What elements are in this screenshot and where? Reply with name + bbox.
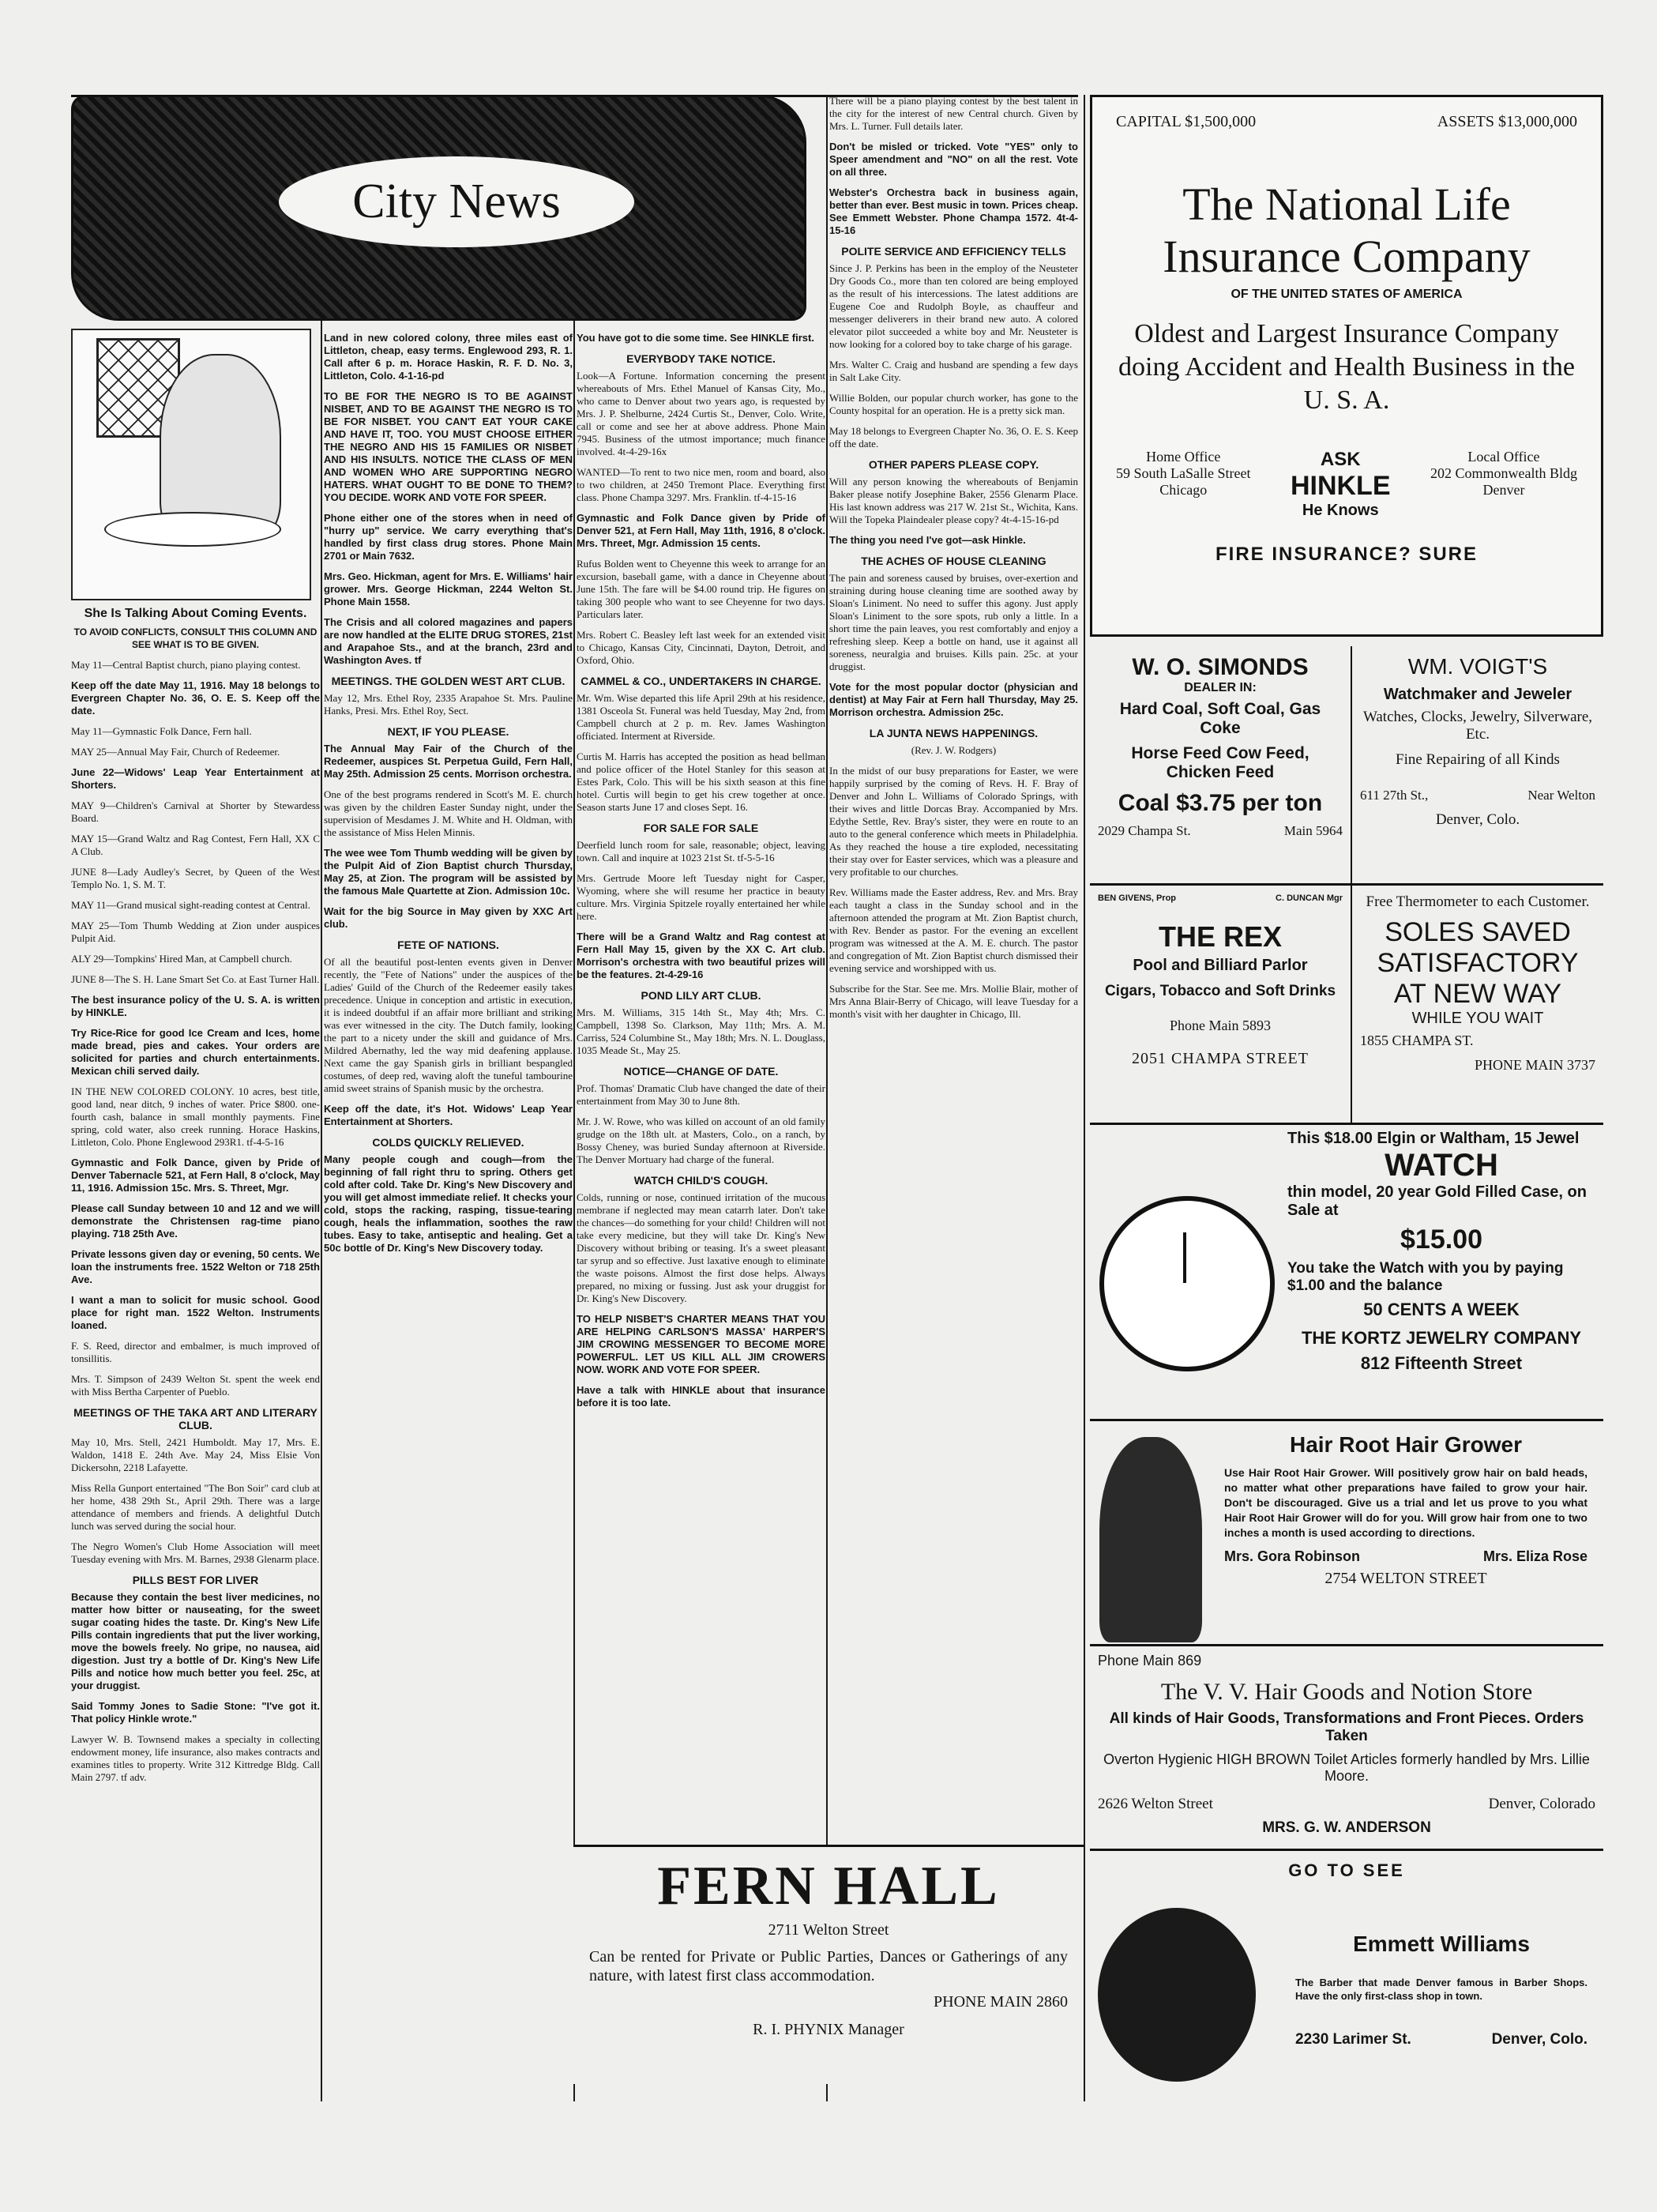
article-paragraph: Rev. Williams made the Easter address, Rev. and Mrs. Bray each taught a class in the Sunday school and in the afternoon attended the program at Mt. Zion Baptist church, with Rev. Bender as pastor. For the evening an excellent program was witnessed at the A. M. E. church. The pastor and congregation of Mt. Zion Baptist church dismissed their evening service and worshipped with us.: [829, 886, 1078, 974]
article-paragraph: The wee wee Tom Thumb wedding will be given by the Pulpit Aid of Zion Baptist church Thursday, May 25, at Zion. The program will be assisted by the famous Male Quartette at Zion. Admission 10c.: [324, 847, 573, 897]
article-paragraph: Mrs. Walter C. Craig and husband are spending a few days in Salt Lake City.: [829, 359, 1078, 383]
article-paragraph: Gymnastic and Folk Dance, given by Pride of Denver Tabernacle 521, at Fern Hall, 8 o'clock, May 11, 1916. Admission 15c. Mrs. S. Threet, Mgr.: [71, 1157, 320, 1194]
article-paragraph: Webster's Orchestra back in business again, better than ever. Best music in town. Prices cheap. See Emmett Webster. Phone Champa 1572. 4t-4-15-16: [829, 186, 1078, 236]
hair-root-ad: [1090, 1421, 1603, 1646]
column-rule: [826, 95, 828, 2101]
coal-price: Coal $3.75 per ton: [1118, 790, 1323, 816]
article-paragraph: Mrs. T. Simpson of 2439 Welton St. spent the week end with Miss Bertha Carpenter of Pueblo.: [71, 1373, 320, 1398]
section-heading: NOTICE—CHANGE OF DATE.: [623, 1065, 779, 1078]
watch-line1: thin model, 20 year Gold Filled Case, on Sale at: [1287, 1183, 1587, 1219]
rex-phone: Phone Main 5893: [1170, 1018, 1271, 1033]
simonds-address: 2029 Champa St.: [1098, 823, 1191, 838]
voigt-line3: Fine Repairing of all Kinds: [1396, 751, 1560, 768]
article-paragraph: Mr. J. W. Rowe, who was killed on account of an old family grudge on the 18th ult. at Masters, Colo., on a ranch, by Bossy Cheney, was buried Sunday afternoon at Riverside. The Denver Mortuary had charge of the funeral.: [577, 1115, 825, 1165]
article-paragraph: Private lessons given day or evening, 50 cents. We loan the instruments free. 1522 Welton or 718 25th Ave.: [71, 1248, 320, 1285]
article-paragraph: Will any person knowing the whereabouts of Benjamin Baker please notify Josephine Baker, 2556 Glenarm Place. His last known address was 217 W. 21st St., Wichita, Kans. Will the Topeka Plaindealer please copy? 4t-4-15-16-pd: [829, 476, 1078, 525]
section-heading: MEETINGS. THE GOLDEN WEST ART CLUB.: [331, 675, 565, 687]
emmett-williams-ad: [1090, 1860, 1603, 2090]
article-paragraph: The pain and soreness caused by bruises, over-exertion and straining during house cleaning time are soothed away by Sloan's Liniment. No need to suffer this agony. Just apply Sloan's Liniment to the sore spots, rub only a little. In a short time the pain leaves, you rest comfortably and enjoy a refreshing sleep. Keep a bottle on hand, use it against all soreness, neuralgia and bruises. Kills pain. 25c. at your druggist.: [829, 572, 1078, 672]
watch-line2: You take the Watch with you by paying $1.00 and the balance: [1287, 1260, 1564, 1294]
table-drawing: [104, 512, 281, 547]
article-paragraph: There will be a piano playing contest by the best talent in the city for the interest of new Central church. Given by Mrs. L. Turner. Full details later.: [829, 95, 1078, 132]
event-item: MAY 9—Children's Carnival at Shorter by Stewardess Board.: [71, 799, 320, 824]
rex-line1: Pool and Billiard Parlor: [1133, 957, 1308, 974]
article-paragraph: There will be a Grand Waltz and Rag contest at Fern Hall May 15, given by the XX C. Art club. Morrison's orchestra with two beautiful prizes will be the features. 2t-4-29-16: [577, 931, 825, 980]
assets-text: ASSETS $13,000,000: [1437, 113, 1577, 130]
watch-text: [1287, 1130, 1595, 1374]
events-notice: TO AVOID CONFLICTS, CONSULT THIS COLUMN AND SEE WHAT IS TO BE GIVEN.: [73, 626, 317, 650]
article-paragraph: Mrs. Gertrude Moore left Tuesday night for Casper, Wyoming, where she will resume her practice in beauty culture. Mrs. Virginia Spitzele royally entertained her while here.: [577, 872, 825, 922]
event-item: JUNE 8—Lady Audley's Secret, by Queen of the West Templo No. 1, S. M. T.: [71, 866, 320, 890]
rex-line2: Cigars, Tobacco and Soft Drinks: [1104, 983, 1336, 999]
fern-hall-title: FERN HALL: [657, 1856, 1000, 1917]
vv-owner: MRS. G. W. ANDERSON: [1262, 1819, 1431, 1836]
article-paragraph: In the midst of our busy preparations for Easter, we were happily surprised by the coming of Revs. H. F. Bray of Denver and John L. Williams of Colorado Springs, with their wives and little Dorcas Bray. Accompanied by Mrs. Edythe Settle, Rev. Bray's sister, they were en route to an auto to the general conference which meets in Philadelphia. As they reached the house a tire exploded, necessitating their stay over for Easter services, which was a pleasure and very profitable to our churches.: [829, 765, 1078, 878]
section-heading: THE ACHES OF HOUSE CLEANING: [861, 555, 1046, 567]
illustration-caption: She Is Talking About Coming Events.: [84, 607, 307, 620]
watch-line0: This $18.00 Elgin or Waltham, 15 Jewel: [1287, 1130, 1580, 1147]
simonds-contact: [1098, 823, 1343, 839]
section-heading: CAMMEL & CO., UNDERTAKERS IN CHARGE.: [581, 675, 821, 687]
section-heading: EVERYBODY TAKE NOTICE.: [626, 352, 776, 365]
event-item: MAY 25—Annual May Fair, Church of Redeemer.: [71, 746, 280, 758]
section-heading: FOR SALE FOR SALE: [643, 822, 759, 834]
section-heading: COLDS QUICKLY RELIEVED.: [372, 1136, 524, 1149]
woman-telephone-illustration: [71, 329, 311, 600]
article-paragraph: Of all the beautiful post-lenten events given in Denver recently, the "Fete of Nations" under the auspices of the Ladies' Guild of the Church of the Redeemer easily takes precedence. Unique in conception and artistic in execution, it is indeed doubtful if an affair more brilliant and striking was ever witnessed in the city. The Dutch family, looking the part to a nicety under the skill and guidance of Mrs. Mildred Abernathy, led the way mid deafening applause. Next came the gay Spanish girls in brilliant bespangled costumes, of deep red, waving aloft the tuneful tambourine amid sweet strains of Spanish music by the orchestra.: [324, 956, 573, 1094]
capital-assets-row: [1116, 113, 1577, 131]
event-item: May 11—Central Baptist church, piano playing contest.: [71, 659, 301, 671]
vv-line1: All kinds of Hair Goods, Transformations and Front Pieces. Orders Taken: [1109, 1710, 1584, 1744]
article-paragraph: Mrs. Geo. Hickman, agent for Mrs. E. Williams' hair grower. Mrs. George Hickman, 2244 Welton St. Phone Main 1558.: [324, 570, 573, 608]
article-paragraph: Wait for the big Source in May given by XXC Art club.: [324, 905, 573, 930]
soles-line2: SATISFACTORY: [1377, 948, 1579, 978]
home-office-address: 59 South LaSalle Street: [1116, 465, 1251, 481]
section-heading: OTHER PAPERS PLEASE COPY.: [868, 458, 1039, 471]
article-paragraph: Willie Bolden, our popular church worker, has gone to the County hospital for an operation. He is a pretty sick man.: [829, 392, 1078, 416]
hair-root-title: Hair Root Hair Grower: [1289, 1432, 1523, 1457]
event-item: June 22—Widows' Leap Year Entertainment at Shorters.: [71, 766, 320, 791]
ads-column: [1090, 95, 1603, 2101]
simonds-line2: Horse Feed Cow Feed, Chicken Feed: [1131, 744, 1309, 781]
section-heading: FETE OF NATIONS.: [397, 939, 499, 951]
voigt-line2: Watches, Clocks, Jewelry, Silverware, Etc.: [1362, 709, 1593, 743]
article-paragraph: Look—A Fortune. Information concerning the present whereabouts of Mrs. Ethel Manuel of Kansas City, Mo., who came to Denver about two years ago, is requested by Mrs. J. P. Shelburne, 2424 Curtis St., Denver, Colo. Write, call or come and see her at above address. Phone Main 7945. Business of the utmost importance; much finance involved. 4t-4-29-16x: [577, 370, 825, 457]
city-news-banner: [71, 95, 806, 321]
article-paragraph: Have a talk with HINKLE about that insurance before it is too late.: [577, 1384, 825, 1409]
article-paragraph: I want a man to solicit for music school. Good place for right man. 1522 Welton. Instruments loaned.: [71, 1294, 320, 1331]
article-paragraph: Gymnastic and Folk Dance given by Pride of Denver 521, at Fern Hall, May 11th, 1916, 8 o'clock. Mrs. Threet, Mgr. Admission 15 cents.: [577, 512, 825, 549]
section-heading: LA JUNTA NEWS HAPPENINGS.: [869, 727, 1039, 739]
soles-address: 1855 CHAMPA ST.: [1360, 1033, 1474, 1048]
article-paragraph: Phone either one of the stores when in need of "hurry up" service. We carry everything that's handled by first class drug stores. Phone Main 2701 or Main 7632.: [324, 512, 573, 562]
event-item: JUNE 8—The S. H. Lane Smart Set Co. at East Turner Hall.: [71, 973, 320, 985]
event-item: MAY 15—Grand Waltz and Rag Contest, Fern Hall, XX C A Club.: [71, 833, 320, 857]
article-paragraph: Rufus Bolden went to Cheyenne this week to arrange for an excursion, baseball game, with a dance in Cheyenne about June 15th. The fare will be $4.00 round trip. He figures on taking 300 people who want to see Cheyenne for two days. Particulars later.: [577, 558, 825, 620]
watch-title: WATCH: [1385, 1148, 1498, 1183]
article-paragraph: Curtis M. Harris has accepted the position as head bellman and police officer of the Hotel Stanley for this season at Estes Park, Colo. This will be his sixth season at this fine hotel. Curtis will begin to get his crew together at once. Season starts June 17 and closes Sept. 16.: [577, 750, 825, 813]
fern-hall-manager: R. I. PHYNIX Manager: [753, 2021, 904, 2038]
article-paragraph: TO HELP NISBET'S CHARTER MEANS THAT YOU ARE HELPING CARLSON'S MASSA' HARPER'S JIM CROWING MESSENGER TO BECOME MORE POWERFUL. LET US KILL ALL JIM CROWERS NOW. WORK AND VOTE FOR SPEER.: [577, 1313, 825, 1375]
column-3: [577, 332, 825, 1833]
article-paragraph: Said Tommy Jones to Sadie Stone: "I've got it. That policy Hinkle wrote.": [71, 1700, 320, 1725]
home-office-city: Chicago: [1159, 482, 1208, 498]
column-2: [324, 332, 573, 2101]
section-heading: POND LILY ART CLUB.: [641, 989, 761, 1002]
home-office-label: Home Office: [1146, 449, 1221, 465]
voigt-address: 611 27th St.,: [1360, 788, 1429, 803]
watch-ad: [1090, 1125, 1603, 1421]
coal-watch-row: [1090, 646, 1603, 886]
soles-phone: PHONE MAIN 3737: [1475, 1057, 1595, 1073]
rex-ad: [1090, 886, 1352, 1123]
article-paragraph: The thing you need I've got—ask Hinkle.: [829, 534, 1026, 546]
hair-root-name1: Mrs. Gora Robinson: [1224, 1548, 1361, 1564]
article-paragraph: May 12, Mrs. Ethel Roy, 2335 Arapahoe St. Mrs. Pauline Hanks, Presi. Mrs. Ethel Roy, Sect.: [324, 692, 573, 717]
home-office-block: [1116, 449, 1250, 520]
section-heading: NEXT, IF YOU PLEASE.: [387, 725, 509, 738]
voigt-near: Near Welton: [1527, 788, 1595, 803]
article-paragraph: Many people cough and cough—from the beginning of fall right thru to spring. Others get cold after cold. Take Dr. King's New Discovery and you will get almost immediate relief. It checks your cold, stops the racking, rasping, tissue-tearing cough, heals the inflammation, soothes the raw tubes. Easy to take, antiseptic and healing. Get a 50c bottle of Dr. King's New Discovery today.: [324, 1153, 573, 1254]
article-paragraph: Vote for the most popular doctor (physician and dentist) at May Fair at Fern hall Thursday, May 25. Morrison orchestra. Admission 25c.: [829, 681, 1078, 718]
article-paragraph: The best insurance policy of the U. S. A. is written by HINKLE.: [71, 994, 320, 1018]
section-heading: POLITE SERVICE AND EFFICIENCY TELLS: [841, 245, 1066, 258]
events-list: [71, 659, 320, 986]
voigt-city: Denver, Colo.: [1435, 811, 1520, 828]
rex-soles-row: [1090, 886, 1603, 1125]
vv-address-row: [1098, 1796, 1595, 1813]
fern-hall-phone: PHONE MAIN 2860: [934, 1993, 1068, 2011]
article-paragraph: F. S. Reed, director and embalmer, is much improved of tonsillitis.: [71, 1340, 320, 1364]
article-paragraph: Try Rice-Rice for good Ice Cream and Ices, home made bread, pies and cakes. Your orders are solicited for parties and church entertainments. Mexican chili served daily.: [71, 1027, 320, 1077]
watch-company: THE KORTZ JEWELRY COMPANY: [1301, 1328, 1582, 1348]
hair-root-name2: Mrs. Eliza Rose: [1482, 1548, 1587, 1564]
event-item: MAY 11—Grand musical sight-reading contest at Central.: [71, 899, 310, 911]
event-item: May 11—Gymnastic Folk Dance, Fern hall.: [71, 725, 252, 737]
local-office-label: Local Office: [1467, 449, 1540, 465]
vv-address: 2626 Welton Street: [1098, 1796, 1213, 1812]
article-paragraph: Land in new colored colony, three miles east of Littleton, cheap, easy terms. Englewood 293, R. 1. Call after 6 p. m. Horace Haskin, R. F. D. No. 3, Littleton, Colo. 4-1-16-pd: [324, 332, 573, 382]
soles-line4: WHILE YOU WAIT: [1411, 1010, 1544, 1027]
hair-root-body: Use Hair Root Hair Grower. Will positively grow hair on bald heads, no matter what other preparations have failed to grow your hair. Don't be discouraged. Give us a trial and let us prove to you what Hair Root Hair Grower will do for you. Will grow hair from one to two inches a month is used according to directions.: [1224, 1466, 1587, 1539]
simonds-name: W. O. SIMONDS: [1132, 654, 1309, 680]
article-paragraph: Mrs. Robert C. Beasley left last week for an extended visit to Chicago, Kansas City, Cincinnati, Dayton, Detroit, and Oxford, Ohio.: [577, 629, 825, 666]
woman-portrait: [1099, 1437, 1202, 1642]
article-paragraph: Mrs. M. Williams, 315 14th St., May 4th; Mrs. C. Campbell, 1398 So. Clarkson, May 11th; Mrs. A. M. Carriss, 524 Columbine St., May 18th; Mrs. N. L. Douglass, 1035 Meade St., May 25.: [577, 1006, 825, 1056]
article-paragraph: Deerfield lunch room for sale, reasonable; object, leaving town. Call and inquire at 1023 21st St. tf-5-5-16: [577, 839, 825, 863]
company-sub: OF THE UNITED STATES OF AMERICA: [1231, 288, 1463, 301]
article-paragraph: Subscribe for the Star. See me. Mrs. Mollie Blair, mother of Mrs Anna Blair-Berry of Chicago, will leave Tuesday for a month's visit with her daughter in Chicago, Ill.: [829, 983, 1078, 1020]
article-paragraph: Don't be misled or tricked. Vote "YES" only to Speer amendment and "NO" on all the rest. Vote on all three.: [829, 141, 1078, 178]
event-item: ALY 29—Tompkins' Hired Man, at Campbell church.: [71, 953, 292, 965]
article-paragraph: Keep off the date, it's Hot. Widows' Leap Year Entertainment at Shorters.: [324, 1103, 573, 1127]
emmett-text: [1295, 1932, 1587, 2048]
voigt-ad: [1352, 646, 1603, 883]
emmett-address-row: [1295, 2031, 1587, 2048]
article-paragraph: The Annual May Fair of the Church of the Redeemer, auspices St. Perpetua Guild, Fern Hall, May 25th. Admission 25 cents. Morrison orchestra.: [324, 743, 573, 780]
rex-address: 2051 CHAMPA STREET: [1132, 1050, 1309, 1067]
barber-portrait: [1098, 1908, 1256, 2082]
company-name: Insurance Company: [1163, 231, 1531, 282]
article-paragraph: TO BE FOR THE NEGRO IS TO BE AGAINST NISBET, AND TO BE AGAINST THE NEGRO IS TO BE FOR NISBET. YOU CAN'T EAT YOUR CAKE AND HAVE IT, TOO. YOU MUST CHOOSE EITHER THE NEGRO AND HIS 15 FAMILIES OR NISBET AND HIS INSULTS. NOTICE THE CLASS OF MEN AND WOMEN WHO ARE SUPPORTING NEGRO HATERS. WHAT OUGHT TO BE DONE TO THEM? YOU DECIDE. WORK AND VOTE FOR SPEER.: [324, 390, 573, 503]
pocket-watch-icon: [1099, 1196, 1275, 1371]
article-paragraph: Prof. Thomas' Dramatic Club have changed the date of their entertainment from May 30 to June 8th.: [577, 1082, 825, 1107]
article-paragraph: One of the best programs rendered in Scott's M. E. church was given by the children Easter Sunday night, under the supervision of Mesdames J. M. White and H. Oldman, with the assistance of Miss Helen Minnis.: [324, 788, 573, 838]
go-to-see: GO TO SEE: [1288, 1860, 1405, 1880]
soles-line0: Free Thermometer to each Customer.: [1366, 893, 1590, 910]
local-office-block: [1430, 449, 1577, 520]
emmett-city: Denver, Colo.: [1491, 2031, 1587, 2048]
capital-text: CAPITAL $1,500,000: [1116, 113, 1257, 130]
fern-hall-ad: [573, 1845, 1084, 2084]
rex-name: THE REX: [1158, 920, 1283, 953]
section-heading: PILLS BEST FOR LIVER: [132, 1574, 259, 1586]
knows-text: He Knows: [1302, 502, 1379, 519]
article-paragraph: The Negro Women's Club Home Association will meet Tuesday evening with Mrs. M. Barnes, 2938 Glenarm place.: [71, 1540, 320, 1565]
section-heading: WATCH CHILD'S COUGH.: [633, 1174, 768, 1187]
vv-hair-goods-ad: [1090, 1646, 1603, 1851]
rex-prop: BEN GIVENS, Prop: [1098, 893, 1177, 903]
local-office-city: Denver: [1482, 482, 1525, 498]
local-office-address: 202 Commonwealth Bldg: [1430, 465, 1577, 481]
soles-line1: SOLES SAVED: [1385, 917, 1571, 947]
simonds-ad: [1090, 646, 1352, 883]
vv-phone: Phone Main 869: [1098, 1653, 1202, 1668]
article-paragraph: Colds, running or nose, continued irritation of the mucous membrane if neglected may mean catarrh later. Don't take the chances—do something for your child! Children will not take every medicine, but they will take Dr. King's New Discovery without bribing or teasing. It's a sweet pleasant tar syrup and so effective. Just laxative enough to eliminate the waste poisons. Almost the first dose helps. Always prepared, no mixing or fussing. Just ask your druggist for Dr. King's New Discovery.: [577, 1191, 825, 1304]
article-paragraph: The Crisis and all colored magazines and papers are now handled at the ELITE DRUG STORES, 21st and Arapahoe Sts., and at the branch, 23rd and Washington Aves. tf: [324, 616, 573, 666]
article-paragraph: You have got to die some time. See HINKLE first.: [577, 332, 814, 344]
rex-mgr: C. DUNCAN Mgr: [1276, 893, 1343, 903]
fern-hall-text: Can be rented for Private or Public Parties, Dances or Gatherings of any nature, with latest first class accommodation.: [589, 1948, 1068, 1984]
voigt-name: WM. VOIGT'S: [1407, 654, 1548, 679]
simonds-dealer: DEALER IN:: [1184, 681, 1257, 694]
fern-hall-address: 2711 Welton Street: [768, 1921, 889, 1939]
soles-line3: AT NEW WAY: [1393, 979, 1562, 1009]
byline: (Rev. J. W. Rodgers): [911, 744, 997, 756]
article-paragraph: Please call Sunday between 10 and 12 and we will demonstrate the Christensen rag-time piano playing. 718 25th Ave.: [71, 1202, 320, 1240]
hair-root-names: [1224, 1548, 1587, 1565]
article-paragraph: Because they contain the best liver medicines, no matter how bitter or nauseating, for the sweet sugar coating hides the taste. Dr. King's New Life Pills contain ingredients that put the liver working, move the bowels freely. No gripe, no nausea, aid digestion. Just try a bottle of Dr. King's New Life Pills and notice how much better you feel. 25c, at your druggist.: [71, 1591, 320, 1691]
vv-city: Denver, Colorado: [1488, 1796, 1595, 1812]
event-item: MAY 25—Tom Thumb Wedding at Zion under auspices Pulpit Aid.: [71, 920, 320, 944]
watch-hand: [1183, 1232, 1186, 1283]
article-paragraph: Since J. P. Perkins has been in the employ of the Neusteter Dry Goods Co., more than ten colored are being employed as the result of his intercessions. The latest additions are Eugene Coe and Rudolph Boyle, as chauffeur and messenger deliverers in their brand new auto. A colored elevator pilot succeeded a white boy and Mr. Neusteter is now looking for a colored boy to take charge of his garage.: [829, 262, 1078, 350]
watch-price: $15.00: [1400, 1224, 1482, 1255]
simonds-line1: Hard Coal, Soft Coal, Gas Coke: [1119, 700, 1321, 737]
ask-text: ASK: [1320, 449, 1361, 470]
office-row: [1116, 449, 1577, 520]
voigt-line1: Watchmaker and Jeweler: [1383, 686, 1572, 703]
column-4: [829, 95, 1078, 1833]
article-paragraph: May 18 belongs to Evergreen Chapter No. 36, O. E. S. Keep off the date.: [829, 425, 1078, 450]
vv-title: The V. V. Hair Goods and Notion Store: [1160, 1679, 1533, 1705]
newspaper-page: [71, 95, 1603, 2117]
fire-insurance-line: FIRE INSURANCE? SURE: [1215, 544, 1479, 565]
article-paragraph: Mr. Wm. Wise departed this life April 29th at his residence, 1381 Osceola St. Funeral was held Tuesday, May 2nd, from Campbell church at 2 p. m. Rev. James Washington officiated. Interment at Riverside.: [577, 692, 825, 742]
watch-address: 812 Fifteenth Street: [1360, 1353, 1523, 1373]
voigt-address-row: [1360, 788, 1595, 803]
column-rule: [321, 95, 322, 2101]
hair-root-text: [1224, 1432, 1587, 1588]
emmett-name: Emmett Williams: [1353, 1932, 1530, 1956]
hinkle-text: HINKLE: [1290, 471, 1391, 501]
simonds-phone: Main 5964: [1283, 823, 1343, 838]
hair-root-address: 2754 WELTON STREET: [1324, 1570, 1487, 1587]
company-name: The National Life: [1182, 179, 1511, 230]
column-rule: [1084, 95, 1085, 2101]
emmett-address: 2230 Larimer St.: [1295, 2031, 1411, 2048]
rex-owners: [1098, 893, 1343, 903]
section-heading: MEETINGS OF THE TAKA ART AND LITERARY CLUB.: [73, 1406, 317, 1431]
vv-line2: Overton Hygienic HIGH BROWN Toilet Articles formerly handled by Mrs. Lillie Moore.: [1103, 1751, 1590, 1784]
article-paragraph: Lawyer W. B. Townsend makes a specialty in collecting endowment money, life insurance, also makes contracts and examines titles to property. Write 312 Kittredge Bldg. Call Main 2797. tf adv.: [71, 1733, 320, 1783]
soles-ad: [1352, 886, 1603, 1123]
article-paragraph: WANTED—To rent to two nice men, room and board, also to two children, at 2450 Tremont Place. Everything first class. Phone Champa 3297. Mrs. Franklin. tf-4-15-16: [577, 466, 825, 503]
article-paragraph: Miss Rella Gunport entertained "The Bon Soir" card club at her home, 438 29th St., April 29th. There was a large attendance of members and friends. A delightful Dutch lunch was served during the social hour.: [71, 1482, 320, 1532]
article-paragraph: May 10, Mrs. Stell, 2421 Humboldt. May 17, Mrs. E. Waldon, 1418 E. 24th Ave. May 24, Miss Elsie Von Dickersohn, 2218 Lafayette.: [71, 1436, 320, 1473]
watch-line3: 50 CENTS A WEEK: [1363, 1300, 1520, 1319]
ask-hinkle-block: [1291, 449, 1391, 520]
banner-title: City News: [279, 156, 634, 247]
national-life-ad: [1090, 95, 1603, 637]
event-item: Keep off the date May 11, 1916. May 18 belongs to Evergreen Chapter No. 36, O. E. S. Keep off the date.: [71, 679, 320, 717]
emmett-body: The Barber that made Denver famous in Barber Shops. Have the only first-class shop in town.: [1295, 1977, 1587, 2002]
column-rule: [573, 95, 575, 2101]
woman-figure: [160, 354, 281, 539]
company-tagline: Oldest and Largest Insurance Company doing Accident and Health Business in the U. S. A.: [1118, 319, 1575, 415]
article-paragraph: IN THE NEW COLORED COLONY. 10 acres, best title, good land, near ditch, 9 inches of water. Price $800. one-fourth cash, balance in small monthly payments. Fine spring, cold water, also creek running. Horace Haskins, Littleton, Colo. Phone Englewood 293R1. tf-4-5-16: [71, 1085, 320, 1148]
